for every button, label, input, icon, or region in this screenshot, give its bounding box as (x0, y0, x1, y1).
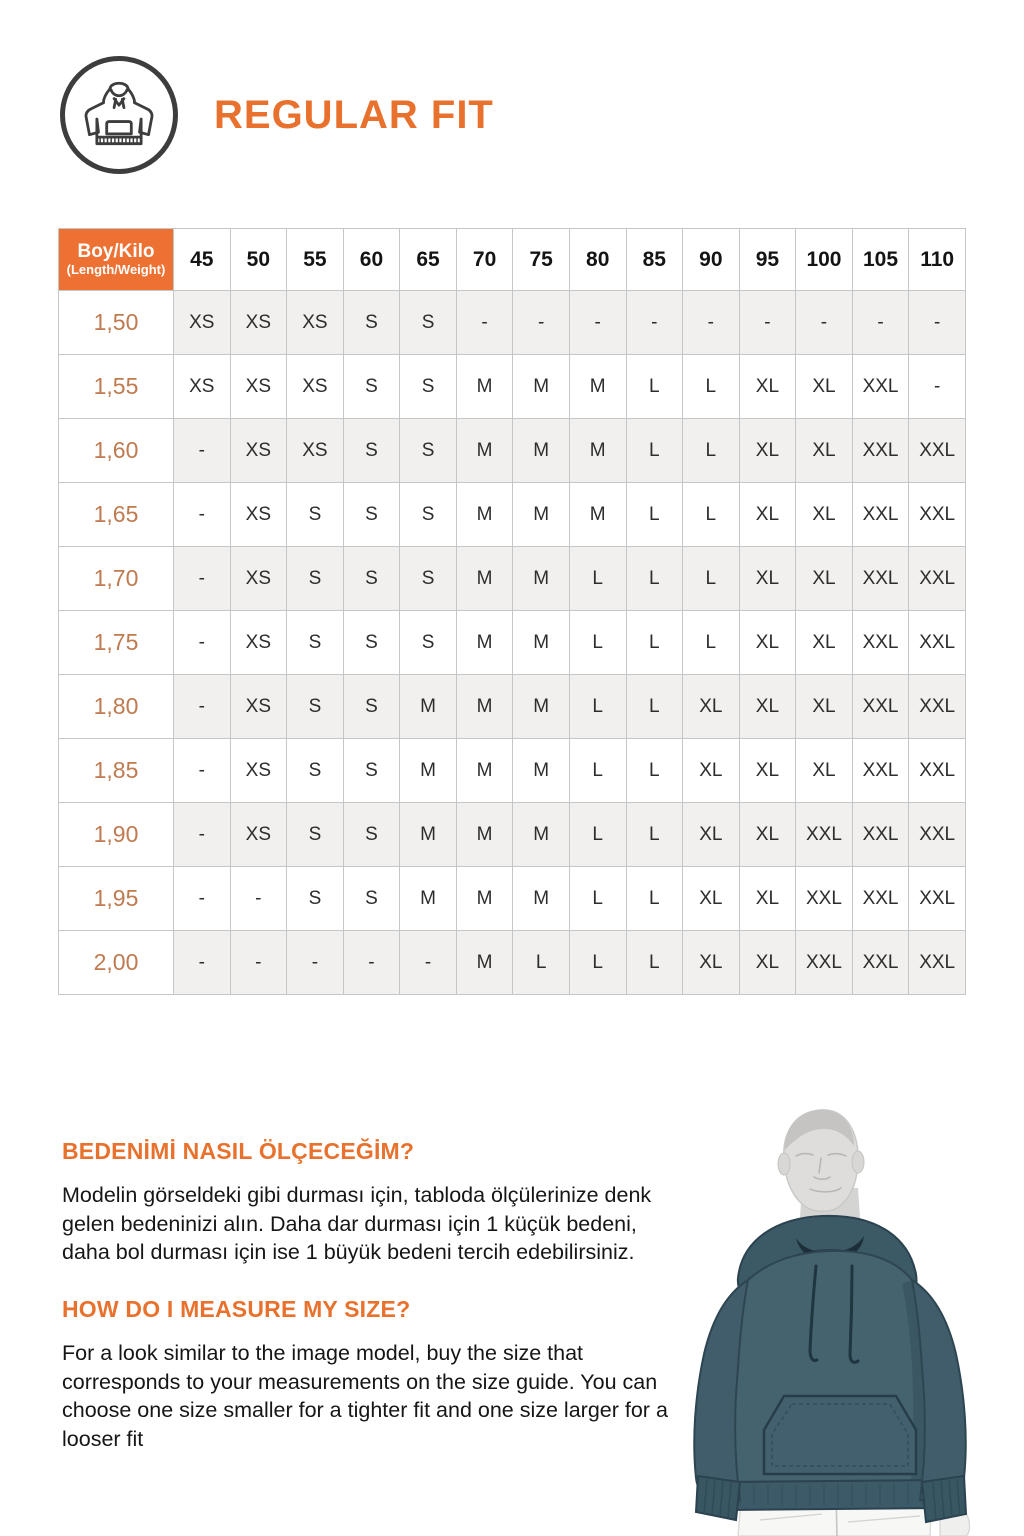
weight-header-cell: 90 (683, 229, 740, 291)
size-cell: L (569, 547, 626, 611)
size-cell: XL (739, 547, 796, 611)
height-cell: 1,50 (59, 291, 174, 355)
height-cell: 1,90 (59, 803, 174, 867)
size-cell: XXL (909, 483, 966, 547)
size-cell: XXL (796, 803, 853, 867)
size-chart-header (59, 229, 966, 291)
size-cell: XL (739, 419, 796, 483)
size-cell: XS (174, 355, 231, 419)
size-cell: S (343, 739, 400, 803)
weight-header-cell: 60 (343, 229, 400, 291)
size-cell: - (739, 291, 796, 355)
size-cell: - (683, 291, 740, 355)
size-cell: L (626, 419, 683, 483)
size-cell: L (626, 739, 683, 803)
size-cell: M (569, 355, 626, 419)
size-cell: - (174, 547, 231, 611)
size-cell: XL (683, 675, 740, 739)
size-cell: XS (287, 291, 344, 355)
size-cell: M (456, 803, 513, 867)
size-cell: - (174, 739, 231, 803)
height-cell: 1,80 (59, 675, 174, 739)
size-cell: - (343, 931, 400, 995)
size-cell: M (456, 675, 513, 739)
size-cell: M (456, 931, 513, 995)
size-cell: XS (230, 739, 287, 803)
size-cell: XXL (852, 547, 909, 611)
size-cell: S (343, 867, 400, 931)
size-cell: M (513, 739, 570, 803)
guide-body-turkish: Modelin görseldeki gibi durması için, tabloda ölçülerinize denk gelen bedeninizi alın. Daha dar durması için 1 küçük bedeni, daha bol durması için ise 1 büyük bedeni tercih edebilirsiniz. (62, 1183, 652, 1265)
size-cell: - (174, 931, 231, 995)
weight-header-cell: 95 (739, 229, 796, 291)
size-cell: M (400, 675, 457, 739)
size-cell: L (626, 483, 683, 547)
height-cell: 1,95 (59, 867, 174, 931)
size-cell: S (287, 675, 344, 739)
size-cell: XS (230, 419, 287, 483)
size-cell: S (400, 547, 457, 611)
size-row (59, 867, 966, 931)
size-cell: XL (739, 483, 796, 547)
size-cell: L (569, 931, 626, 995)
size-cell: M (456, 611, 513, 675)
size-cell: S (343, 547, 400, 611)
weights-header-row (59, 229, 966, 291)
guide-section-english (62, 1296, 680, 1453)
size-cell: M (513, 419, 570, 483)
size-cell: M (513, 355, 570, 419)
size-cell: XS (230, 483, 287, 547)
height-cell: 1,85 (59, 739, 174, 803)
size-cell: XL (796, 675, 853, 739)
size-cell: - (174, 419, 231, 483)
size-cell: - (287, 931, 344, 995)
size-cell: - (909, 291, 966, 355)
guide-heading-english: HOW DO I MEASURE MY SIZE? (62, 1296, 411, 1322)
size-cell: M (400, 867, 457, 931)
man-wearing-hoodie-image (680, 1100, 1024, 1536)
size-cell: M (513, 547, 570, 611)
size-cell: XXL (909, 803, 966, 867)
size-cell: L (626, 803, 683, 867)
height-cell: 2,00 (59, 931, 174, 995)
size-cell: - (852, 291, 909, 355)
size-cell: L (683, 355, 740, 419)
weight-header-cell: 80 (569, 229, 626, 291)
size-cell: XXL (909, 419, 966, 483)
size-cell: XS (230, 611, 287, 675)
size-cell: XL (683, 931, 740, 995)
size-cell: L (569, 739, 626, 803)
size-cell: L (513, 931, 570, 995)
size-cell: L (569, 675, 626, 739)
weight-header-cell: 100 (796, 229, 853, 291)
size-cell: M (513, 803, 570, 867)
size-cell: XL (739, 803, 796, 867)
size-cell: M (456, 419, 513, 483)
size-cell: - (174, 803, 231, 867)
size-cell: M (513, 867, 570, 931)
size-cell: - (174, 867, 231, 931)
size-cell: XL (683, 739, 740, 803)
size-cell: M (456, 355, 513, 419)
size-cell: L (626, 675, 683, 739)
size-cell: XXL (909, 739, 966, 803)
guide-section-turkish (62, 1138, 680, 1267)
size-cell: - (456, 291, 513, 355)
size-cell: XL (739, 675, 796, 739)
height-cell: 1,55 (59, 355, 174, 419)
size-cell: XL (739, 739, 796, 803)
size-chart-table (58, 228, 966, 995)
weight-header-cell: 70 (456, 229, 513, 291)
size-cell: L (683, 483, 740, 547)
height-cell: 1,65 (59, 483, 174, 547)
size-cell: M (513, 483, 570, 547)
size-chart-body (59, 291, 966, 995)
size-cell: XL (739, 931, 796, 995)
size-cell: M (400, 803, 457, 867)
size-cell: XL (739, 867, 796, 931)
size-cell: XS (230, 355, 287, 419)
size-cell: XS (287, 419, 344, 483)
size-cell: XXL (909, 547, 966, 611)
size-row (59, 931, 966, 995)
size-cell: M (569, 483, 626, 547)
size-cell: - (174, 611, 231, 675)
size-row (59, 803, 966, 867)
size-cell: L (626, 355, 683, 419)
size-cell: L (569, 803, 626, 867)
size-cell: XS (230, 291, 287, 355)
size-cell: XS (230, 803, 287, 867)
size-row (59, 483, 966, 547)
size-cell: S (343, 355, 400, 419)
size-row (59, 547, 966, 611)
size-cell: - (909, 355, 966, 419)
size-cell: XS (230, 675, 287, 739)
size-cell: XL (796, 611, 853, 675)
corner-label-en: (Length/Weight) (66, 261, 166, 277)
size-cell: M (456, 483, 513, 547)
size-cell: XXL (852, 675, 909, 739)
corner-label-tr: Boy/Kilo (77, 241, 155, 263)
size-cell: XXL (796, 931, 853, 995)
size-cell: M (456, 739, 513, 803)
size-cell: S (287, 803, 344, 867)
size-cell: S (287, 547, 344, 611)
size-cell: XL (796, 355, 853, 419)
weight-header-cell: 75 (513, 229, 570, 291)
size-cell: L (626, 931, 683, 995)
size-cell: L (626, 547, 683, 611)
height-cell: 1,75 (59, 611, 174, 675)
size-cell: XL (796, 419, 853, 483)
size-cell: M (456, 867, 513, 931)
size-cell: XS (230, 547, 287, 611)
size-cell: XXL (909, 675, 966, 739)
size-row (59, 419, 966, 483)
size-cell: S (343, 291, 400, 355)
size-cell: - (569, 291, 626, 355)
size-cell: XXL (909, 611, 966, 675)
size-cell: S (400, 419, 457, 483)
size-cell: L (569, 867, 626, 931)
size-cell: L (626, 611, 683, 675)
weight-header-cell: 45 (174, 229, 231, 291)
weight-header-cell: 85 (626, 229, 683, 291)
size-cell: - (626, 291, 683, 355)
size-row (59, 739, 966, 803)
size-row (59, 355, 966, 419)
size-cell: XXL (852, 867, 909, 931)
size-cell: S (287, 739, 344, 803)
size-cell: S (400, 355, 457, 419)
size-cell: XXL (909, 931, 966, 995)
size-row (59, 611, 966, 675)
height-cell: 1,70 (59, 547, 174, 611)
size-cell: XXL (852, 739, 909, 803)
weight-header-cell: 110 (909, 229, 966, 291)
size-cell: XXL (852, 419, 909, 483)
size-cell: XXL (852, 931, 909, 995)
weight-header-cell: 105 (852, 229, 909, 291)
table-corner-cell (59, 229, 174, 291)
size-cell: S (343, 803, 400, 867)
size-cell: - (400, 931, 457, 995)
size-cell: XXL (796, 867, 853, 931)
size-cell: XS (287, 355, 344, 419)
size-cell: S (343, 419, 400, 483)
size-cell: S (343, 483, 400, 547)
size-cell: XXL (852, 355, 909, 419)
size-cell: XL (796, 547, 853, 611)
guide-body-english: For a look similar to the image model, buy the size that corresponds to your measurements on the size guide. You can choose one size smaller for a tighter fit and one size larger for a looser fit (62, 1341, 668, 1451)
size-cell: XXL (852, 483, 909, 547)
size-cell: XL (796, 739, 853, 803)
size-cell: XXL (852, 803, 909, 867)
size-cell: - (513, 291, 570, 355)
weight-header-cell: 65 (400, 229, 457, 291)
size-cell: S (287, 483, 344, 547)
size-cell: S (343, 611, 400, 675)
size-cell: L (683, 547, 740, 611)
size-cell: M (513, 611, 570, 675)
size-cell: M (456, 547, 513, 611)
hoodie-badge (60, 56, 178, 174)
size-cell: XL (796, 483, 853, 547)
size-cell: L (626, 867, 683, 931)
size-cell: - (230, 931, 287, 995)
size-cell: - (174, 675, 231, 739)
fit-title: REGULAR FIT (214, 92, 494, 137)
size-cell: S (287, 611, 344, 675)
size-cell: M (513, 675, 570, 739)
size-cell: L (683, 611, 740, 675)
size-cell: S (400, 611, 457, 675)
size-cell: XL (683, 867, 740, 931)
guide-heading-turkish: BEDENİMİ NASIL ÖLÇECEĞİM? (62, 1138, 415, 1164)
size-cell: M (569, 419, 626, 483)
size-cell: - (796, 291, 853, 355)
hoodie-model-illustration (680, 1100, 1024, 1536)
size-cell: S (343, 675, 400, 739)
size-cell: S (400, 483, 457, 547)
size-cell: S (400, 291, 457, 355)
size-cell: XL (739, 355, 796, 419)
size-cell: XL (739, 611, 796, 675)
size-row (59, 675, 966, 739)
size-cell: - (174, 483, 231, 547)
brand-header (60, 56, 494, 174)
weight-header-cell: 50 (230, 229, 287, 291)
hoodie-icon (78, 74, 160, 156)
size-cell: XS (174, 291, 231, 355)
weight-header-cell: 55 (287, 229, 344, 291)
size-cell: M (400, 739, 457, 803)
size-cell: L (683, 419, 740, 483)
size-cell: - (230, 867, 287, 931)
height-cell: 1,60 (59, 419, 174, 483)
size-cell: L (569, 611, 626, 675)
size-cell: XL (683, 803, 740, 867)
size-cell: XXL (909, 867, 966, 931)
size-cell: S (287, 867, 344, 931)
size-cell: XXL (852, 611, 909, 675)
size-row (59, 291, 966, 355)
